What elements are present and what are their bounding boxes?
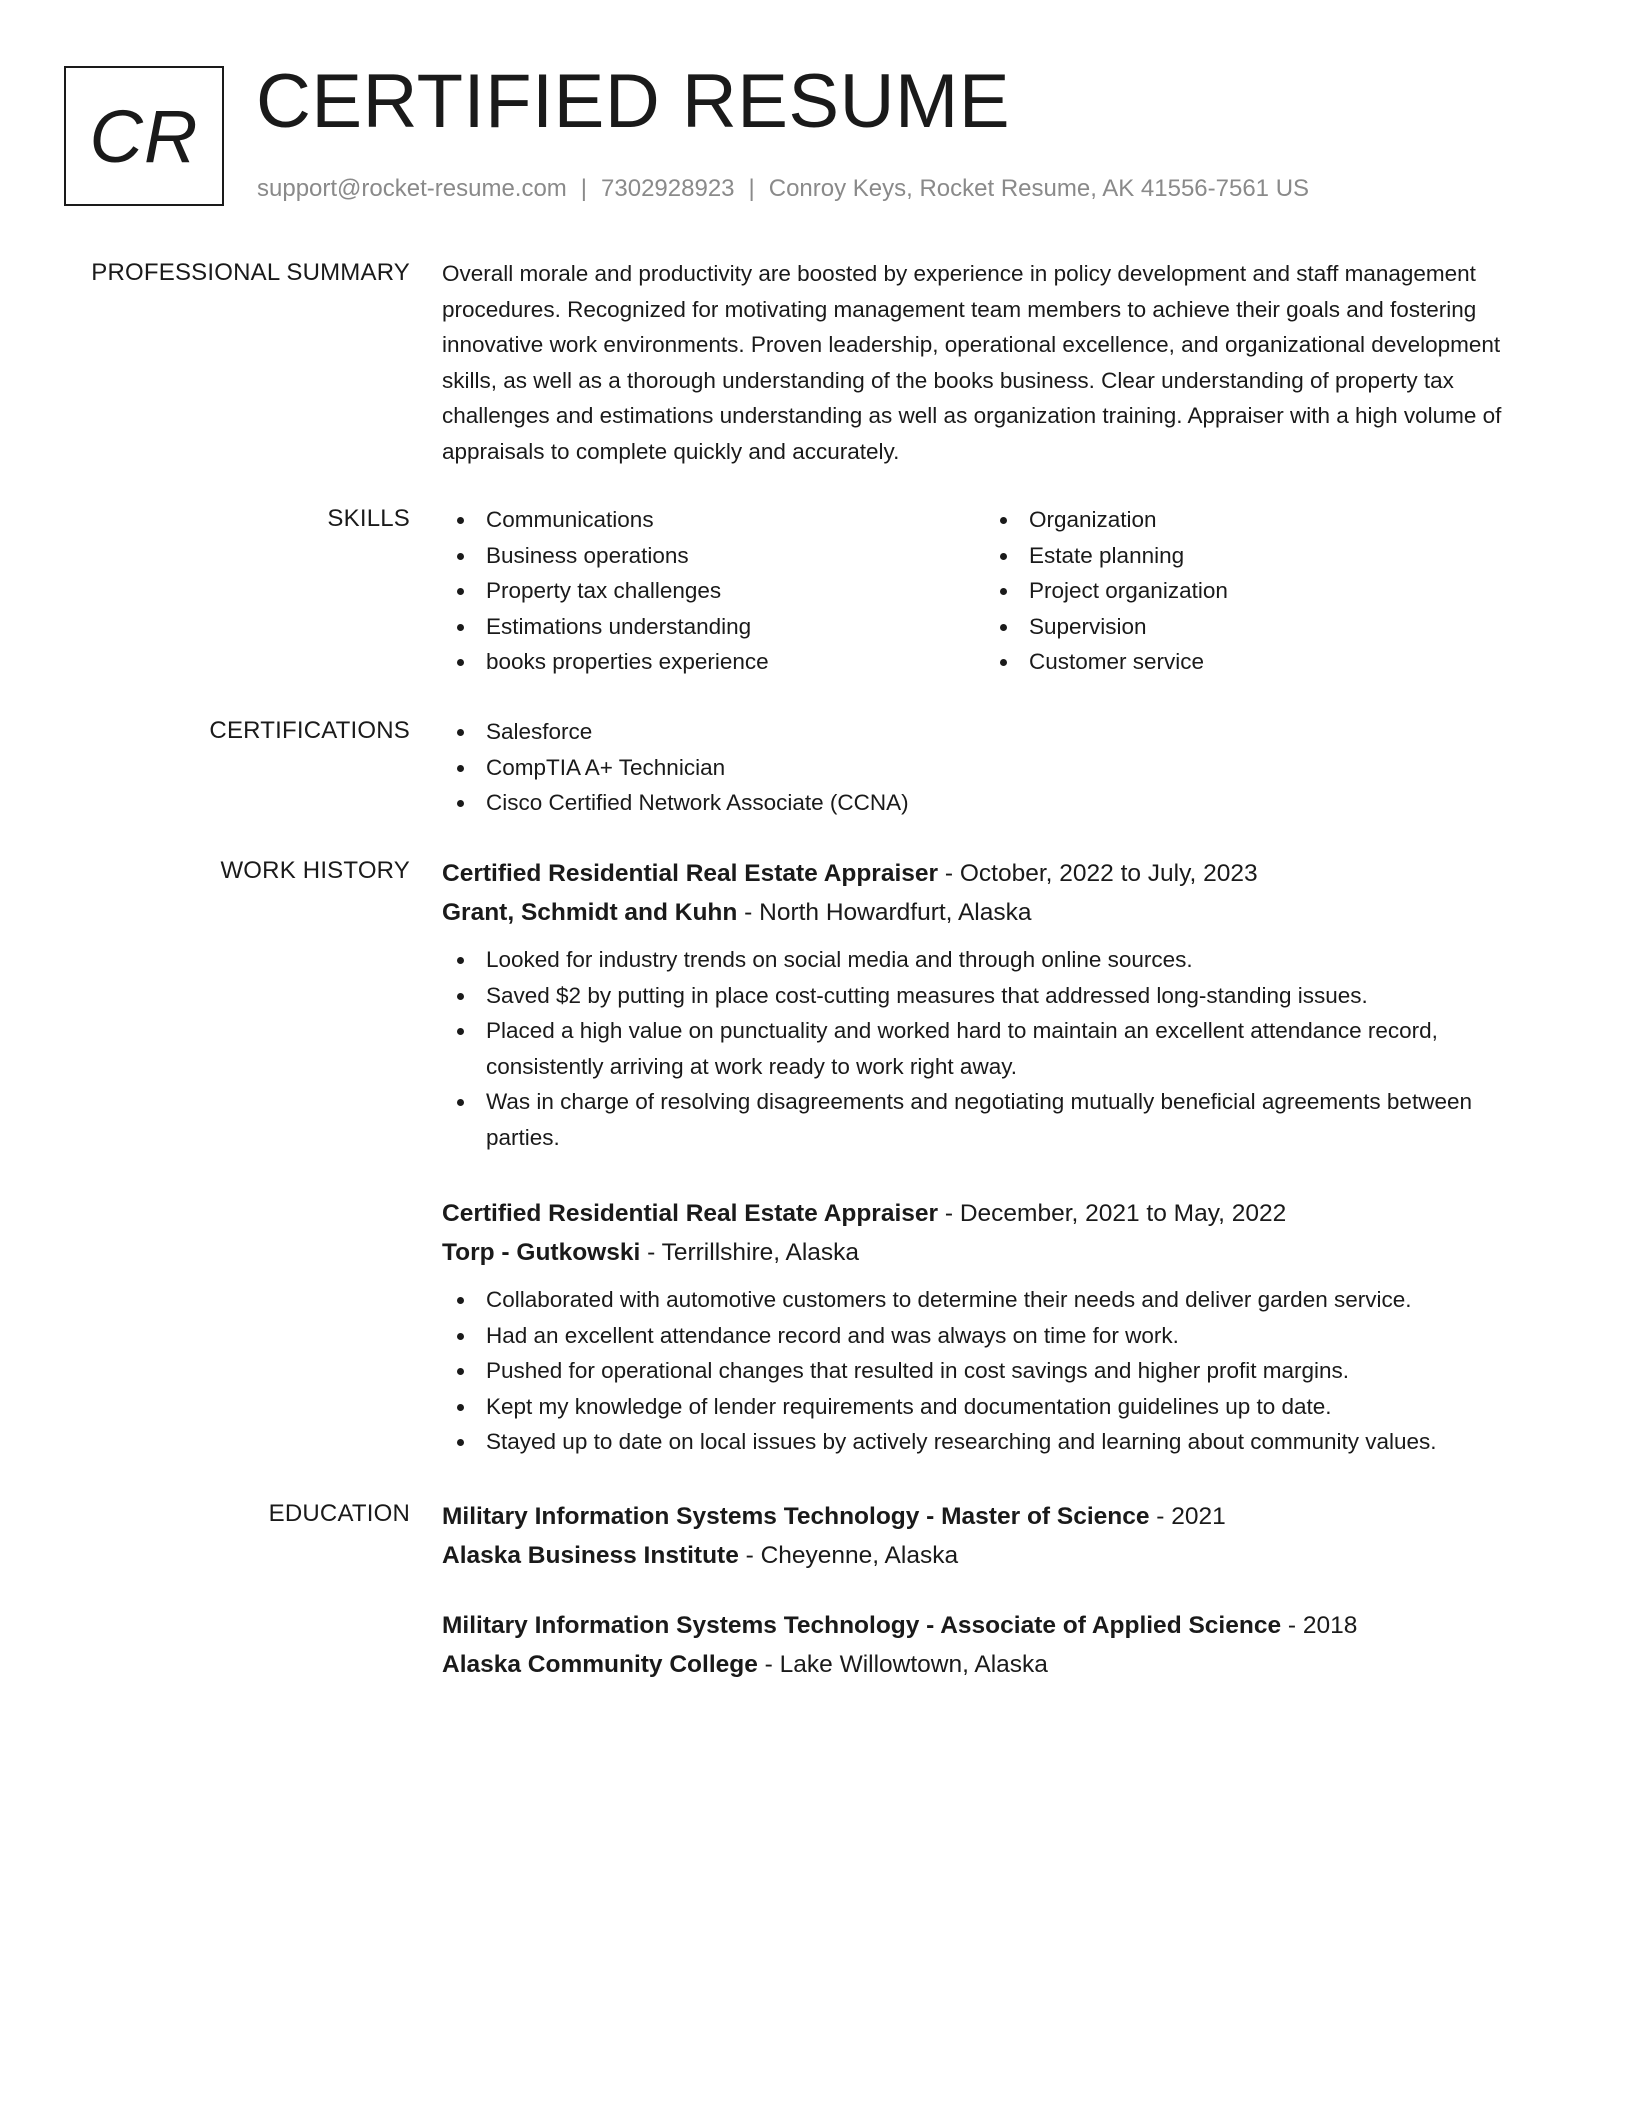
job-company: Torp - Gutkowski [442, 1239, 641, 1266]
contact-email[interactable]: support@rocket-resume.com [257, 175, 567, 202]
skills-column-left [442, 502, 985, 680]
contact-separator: | [580, 175, 588, 202]
education-body [442, 1497, 1542, 1678]
job-company-line [442, 893, 1542, 932]
education-location: - Lake Willowtown, Alaska [757, 1651, 1048, 1678]
certification-item: CompTIA A+ Technician [442, 750, 1542, 786]
job-bullet: Stayed up to date on local issues by actively researching and learning about community values. [442, 1424, 1542, 1460]
education-degree-line [442, 1606, 1542, 1645]
resume-name: CERTIFIED RESUME [256, 59, 1011, 144]
job-title: Certified Residential Real Estate Appraiser [442, 860, 939, 887]
job-bullets [442, 1282, 1542, 1460]
summary-body [442, 256, 1542, 469]
skill-item: Project organization [985, 573, 1528, 609]
job-bullet: Looked for industry trends on social media and through online sources. [442, 942, 1542, 978]
section-label-certifications: CERTIFICATIONS [209, 717, 410, 744]
skill-item: Estate planning [985, 538, 1528, 574]
education-location: - Cheyenne, Alaska [738, 1542, 959, 1569]
job-bullet: Had an excellent attendance record and was always on time for work. [442, 1318, 1542, 1354]
job-title-line [442, 1194, 1542, 1233]
skills-column-right [985, 502, 1528, 680]
skill-item: Property tax challenges [442, 573, 985, 609]
certification-item: Salesforce [442, 714, 1542, 750]
education-year: - 2021 [1149, 1503, 1226, 1530]
monogram-initials: CR [89, 94, 199, 178]
skill-item: Communications [442, 502, 985, 538]
education-degree: Military Information Systems Technology - Master of Science [442, 1503, 1150, 1530]
job-location: - North Howardfurt, Alaska [737, 899, 1032, 926]
contact-separator: | [748, 175, 755, 202]
education-year: - 2018 [1281, 1612, 1358, 1639]
certification-item: Cisco Certified Network Associate (CCNA) [442, 785, 1542, 821]
job-dates: - October, 2022 to July, 2023 [938, 860, 1258, 887]
education-degree-line [442, 1497, 1542, 1536]
job-title-line [442, 854, 1542, 893]
job-bullet: Kept my knowledge of lender requirements and documentation guidelines up to date. [442, 1389, 1542, 1425]
certifications-body [442, 714, 1542, 821]
job-bullet: Placed a high value on punctuality and worked hard to maintain an excellent attendance record, consistently arriving at work ready to work right away. [442, 1013, 1542, 1084]
skill-item: Organization [985, 502, 1528, 538]
summary-text: Overall morale and productivity are boosted by experience in policy development and staff management procedures. Recognized for motivating management team members to achieve their goals and fostering innovative work environments. Proven leadership, operational excellence, and organizational development skills, as well as a thorough understanding of the books business. Clear understanding of property tax challenges and estimations understanding as well as organization training. Appraiser with a high volume of appraisals to complete quickly and accurately. [442, 261, 1502, 464]
job-entry [442, 1194, 1542, 1460]
job-company: Grant, Schmidt and Kuhn [442, 899, 738, 926]
skill-item: books properties experience [442, 644, 985, 680]
job-bullet: Pushed for operational changes that resulted in cost savings and higher profit margins. [442, 1353, 1542, 1389]
education-school-line [442, 1536, 1542, 1575]
job-bullets [442, 942, 1542, 1155]
section-label-skills: SKILLS [327, 505, 410, 532]
education-school: Alaska Business Institute [442, 1542, 739, 1569]
section-label-education: EDUCATION [268, 1500, 410, 1527]
education-entry [442, 1497, 1542, 1575]
job-title: Certified Residential Real Estate Appraiser [442, 1200, 939, 1227]
job-bullet: Collaborated with automotive customers to determine their needs and deliver garden service. [442, 1282, 1542, 1318]
section-label-summary: PROFESSIONAL SUMMARY [91, 259, 410, 286]
skill-item: Estimations understanding [442, 609, 985, 645]
education-degree: Military Information Systems Technology - Associate of Applied Science [442, 1612, 1282, 1639]
job-bullet: Was in charge of resolving disagreements and negotiating mutually beneficial agreements between parties. [442, 1084, 1542, 1155]
job-location: - Terrillshire, Alaska [640, 1239, 860, 1266]
job-company-line [442, 1233, 1542, 1272]
skill-item: Business operations [442, 538, 985, 574]
monogram-box [64, 66, 224, 206]
skill-item: Supervision [985, 609, 1528, 645]
job-bullet: Saved $2 by putting in place cost-cutting measures that addressed long-standing issues. [442, 978, 1542, 1014]
contact-phone[interactable]: 7302928923 [601, 175, 735, 202]
work-history-body [442, 854, 1542, 1454]
contact-address: Conroy Keys, Rocket Resume, AK 41556-7561 US [768, 175, 1310, 202]
education-entry [442, 1606, 1542, 1684]
job-dates: - December, 2021 to May, 2022 [938, 1200, 1287, 1227]
contact-line [257, 174, 1309, 204]
job-entry [442, 854, 1542, 1155]
skills-body [442, 502, 1542, 680]
skill-item: Customer service [985, 644, 1528, 680]
education-school-line [442, 1645, 1542, 1684]
education-school: Alaska Community College [442, 1651, 758, 1678]
section-label-work-history: WORK HISTORY [220, 857, 410, 884]
